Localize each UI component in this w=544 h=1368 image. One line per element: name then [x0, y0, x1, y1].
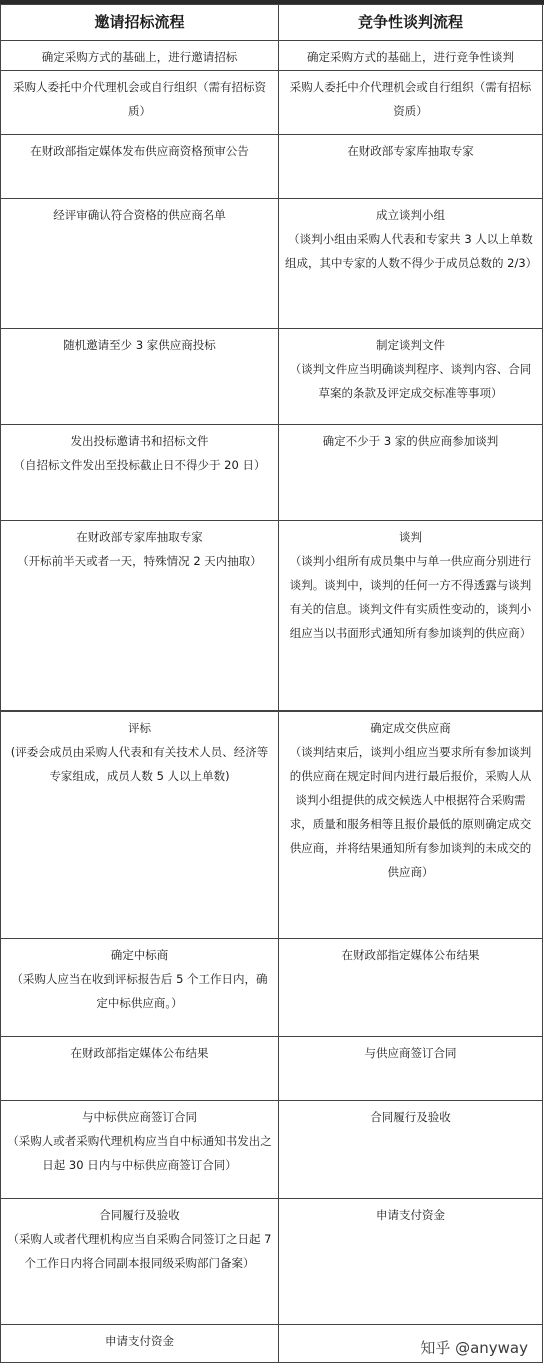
left-cell — [1, 711, 279, 939]
step-note: （采购人或者代理机构应当自采购合同签订之日起 7 个工作日内将合同副本报同级采购部门备案） — [7, 1232, 272, 1270]
table-row — [1, 425, 543, 521]
step-title: 经评审确认符合资格的供应商名单 — [53, 208, 226, 222]
header-competitive-negotiation: 竞争性谈判流程 — [279, 5, 543, 41]
left-cell — [1, 1101, 279, 1199]
left-cell — [1, 521, 279, 711]
step-note: （谈判文件应当明确谈判程序、谈判内容、合同草案的条款及评定成交标准等事项） — [289, 362, 532, 400]
left-cell — [1, 1199, 279, 1325]
table-row — [1, 329, 543, 425]
step-note: (评委会成员由采购人代表和有关技术人员、经济等专家组成，成员人数 5 人以上单数) — [10, 744, 269, 783]
right-cell — [279, 135, 543, 199]
left-cell — [1, 199, 279, 329]
step-title: 确定成交供应商 — [370, 720, 451, 735]
left-cell — [1, 1037, 279, 1101]
step-title: 申请支付资金 — [376, 1208, 445, 1222]
step-title: 采购人委托中介代理机会或自行组织（需有招标资质） — [289, 80, 532, 118]
right-cell — [279, 71, 543, 135]
table-row — [1, 711, 543, 939]
step-note: （采购人应当在收到评标报告后 5 个工作日内，确定中标供应商。） — [11, 972, 268, 1010]
step-title: 制定谈判文件 — [376, 338, 445, 352]
step-title: 发出投标邀请书和招标文件 — [70, 434, 209, 448]
table-row — [1, 521, 543, 711]
step-title: 在财政部专家库抽取专家 — [76, 530, 203, 544]
step-note: （谈判小组由采购人代表和专家共 3 人以上单数组成，其中专家的人数不得少于成员总数的 2/3） — [285, 232, 538, 270]
left-cell — [1, 135, 279, 199]
step-title: 在财政部指定媒体公布结果 — [341, 948, 480, 962]
step-note: （采购人或者采购代理机构应当自中标通知书发出之日起 30 日内与中标供应商签订合同） — [7, 1134, 272, 1172]
right-cell — [279, 1199, 543, 1325]
step-title: 申请支付资金 — [105, 1334, 174, 1348]
step-title: 成立谈判小组 — [376, 208, 445, 222]
step-note: （开标前半天或者一天，特殊情况 2 天内抽取） — [17, 554, 262, 568]
step-title: 随机邀请至少 3 家供应商投标 — [63, 338, 216, 352]
right-cell — [279, 1037, 543, 1101]
step-title: 合同履行及验收 — [370, 1110, 451, 1124]
right-cell — [279, 521, 543, 711]
left-cell — [1, 41, 279, 71]
step-title: 合同履行及验收 — [99, 1208, 180, 1222]
table-row — [1, 939, 543, 1037]
right-cell — [279, 41, 543, 71]
step-title: 与中标供应商签订合同 — [82, 1110, 197, 1124]
procurement-comparison-table — [0, 4, 543, 1363]
step-title: 在财政部指定媒体公布结果 — [70, 1046, 209, 1060]
left-cell — [1, 1325, 279, 1363]
step-title: 与供应商签订合同 — [364, 1046, 457, 1060]
step-note: （自招标文件发出至投标截止日不得少于 20 日） — [13, 458, 266, 472]
step-title: 采购人委托中介代理机会或自行组织（需有招标资质） — [13, 80, 266, 118]
step-title: 在财政部指定媒体发布供应商资格预审公告 — [30, 144, 249, 158]
step-title: 评标 — [128, 720, 151, 735]
table-row — [1, 1199, 543, 1325]
right-cell — [279, 425, 543, 521]
right-cell — [279, 199, 543, 329]
table-row — [1, 71, 543, 135]
step-title: 谈判 — [399, 530, 422, 544]
right-cell — [279, 1101, 543, 1199]
table-header-row — [1, 5, 543, 41]
zhihu-watermark: 知乎 @anyway — [420, 1339, 528, 1357]
step-title: 确定中标商 — [110, 948, 169, 962]
left-cell — [1, 329, 279, 425]
left-cell — [1, 71, 279, 135]
left-cell — [1, 425, 279, 521]
table-row — [1, 1101, 543, 1199]
right-cell — [279, 711, 543, 939]
table-row — [1, 1037, 543, 1101]
right-cell — [279, 939, 543, 1037]
table-row — [1, 41, 543, 71]
right-cell — [279, 329, 543, 425]
table-row — [1, 199, 543, 329]
step-title: 确定不少于 3 家的供应商参加谈判 — [322, 434, 499, 448]
step-title: 确定采购方式的基础上，进行竞争性谈判 — [307, 50, 514, 64]
step-title: 确定采购方式的基础上，进行邀请招标 — [41, 50, 238, 64]
header-invitation-tender: 邀请招标流程 — [1, 5, 279, 41]
step-note: （谈判结束后，谈判小组应当要求所有参加谈判的供应商在规定时间内进行最后报价，采购人从谈判小组提供的成交候选人中根据符合采购需求，质量和服务相等且报价最低的原则确定成交供应商，并将结果通知所有参加谈判的未成交的供应商） — [289, 744, 532, 879]
left-cell — [1, 939, 279, 1037]
table-row — [1, 135, 543, 199]
step-note: （谈判小组所有成员集中与单一供应商分别进行谈判。谈判中，谈判的任何一方不得透露与谈判有关的信息。谈判文件有实质性变动的，谈判小组应当以书面形式通知所有参加谈判的供应商） — [289, 554, 532, 640]
step-title: 在财政部专家库抽取专家 — [347, 144, 474, 158]
